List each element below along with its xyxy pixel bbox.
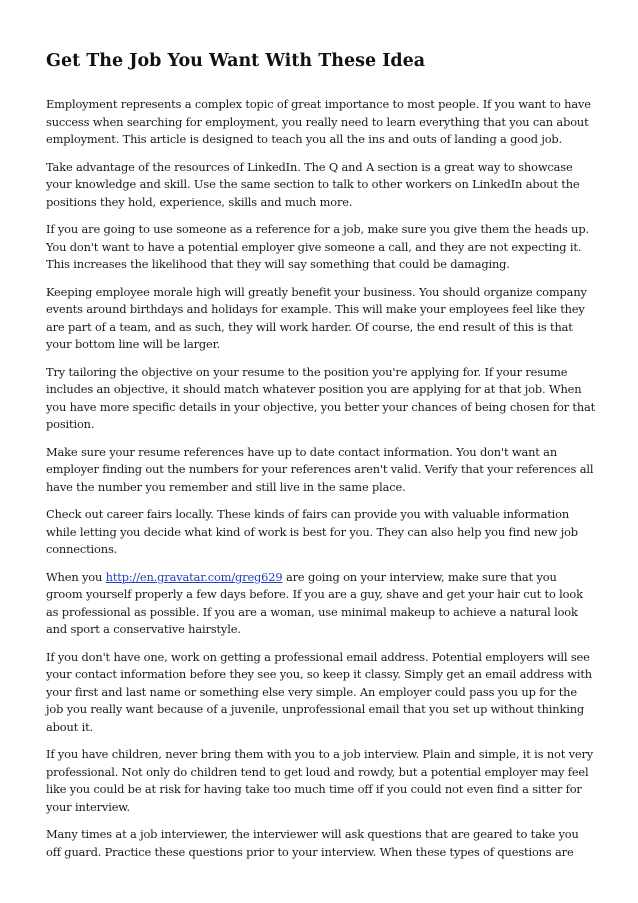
- paragraph-questions: Many times at a job interviewer, the interviewer will ask questions that are geared to take you off guard. Practice these questions prior to your interview. When these types of questions are: [46, 827, 579, 859]
- grooming-text-before: When you: [46, 569, 106, 584]
- paragraph-career-fairs: Check out career fairs locally. These kinds of fairs can provide you with valuable information while letting you decide what kind of work is best for you. They can also help you find new job connections.: [46, 507, 578, 556]
- paragraph-objective: Try tailoring the objective on your resume to the position you're applying for. If your resume includes an objective, it should match whatever position you are applying for at that job. When you have more specific details in your objective, you better your chances of being chosen for that position.: [46, 364, 596, 431]
- gravatar-link[interactable]: http://en.gravatar.com/greg629: [105, 569, 283, 584]
- paragraph-children: If you have children, never bring them with you to a job interview. Plain and simple, it is not very professional. Not only do children tend to get loud and rowdy, but a potential employer may feel like you could be at risk for having take too much time off if you could not even find a sitter for your interview.: [46, 747, 594, 814]
- paragraph-grooming: [46, 569, 596, 639]
- paragraph-morale: Keeping employee morale high will greatly benefit your business. You should organize company events around birthdays and holidays for example. This will make your employees feel like they are part of a team, and as such, they will work harder. Of course, the end result of this is that your bottom line will be larger.: [46, 284, 587, 351]
- grooming-text-after: are going on your interview, make sure that you groom yourself properly a few days before. If you are a guy, shave and get your hair cut to look as professional as possible. If you are a woman, use minimal makeup to achieve a natural look and sport a conservative hairstyle.: [46, 569, 583, 636]
- paragraph-contact-info: Make sure your resume references have up to date contact information. You don't want an employer finding out the numbers for your references aren't valid. Verify that your references all have the number you remember and still live in the same place.: [46, 444, 594, 494]
- paragraph-email: If you don't have one, work on getting a professional email address. Potential employers will see your contact information before they see you, so keep it classy. Simply get an email address with your first and last name or something else very simple. An employer could pass you up for the job you really want because of a juvenile, unprofessional email that you set up without thinking about it.: [46, 649, 592, 734]
- paragraph-intro: Employment represents a complex topic of great importance to most people. If you want to have success when searching for employment, you really need to learn everything that you can about employment. This article is designed to teach you all the ins and outs of landing a good job.: [46, 97, 591, 146]
- paragraph-linkedin: Take advantage of the resources of LinkedIn. The Q and A section is a great way to showcase your knowledge and skill. Use the same section to talk to other workers on LinkedIn about the positions they hold, experience, skills and much more.: [46, 159, 580, 209]
- document-page: [46, 50, 596, 871]
- paragraph-reference: If you are going to use someone as a reference for a job, make sure you give them the heads up. You don't want to have a potential employer give someone a call, and they are not expecting it. This increases the likelihood that they will say something that could be damaging.: [46, 222, 589, 271]
- page-title: Get The Job You Want With These Idea: [46, 51, 426, 71]
